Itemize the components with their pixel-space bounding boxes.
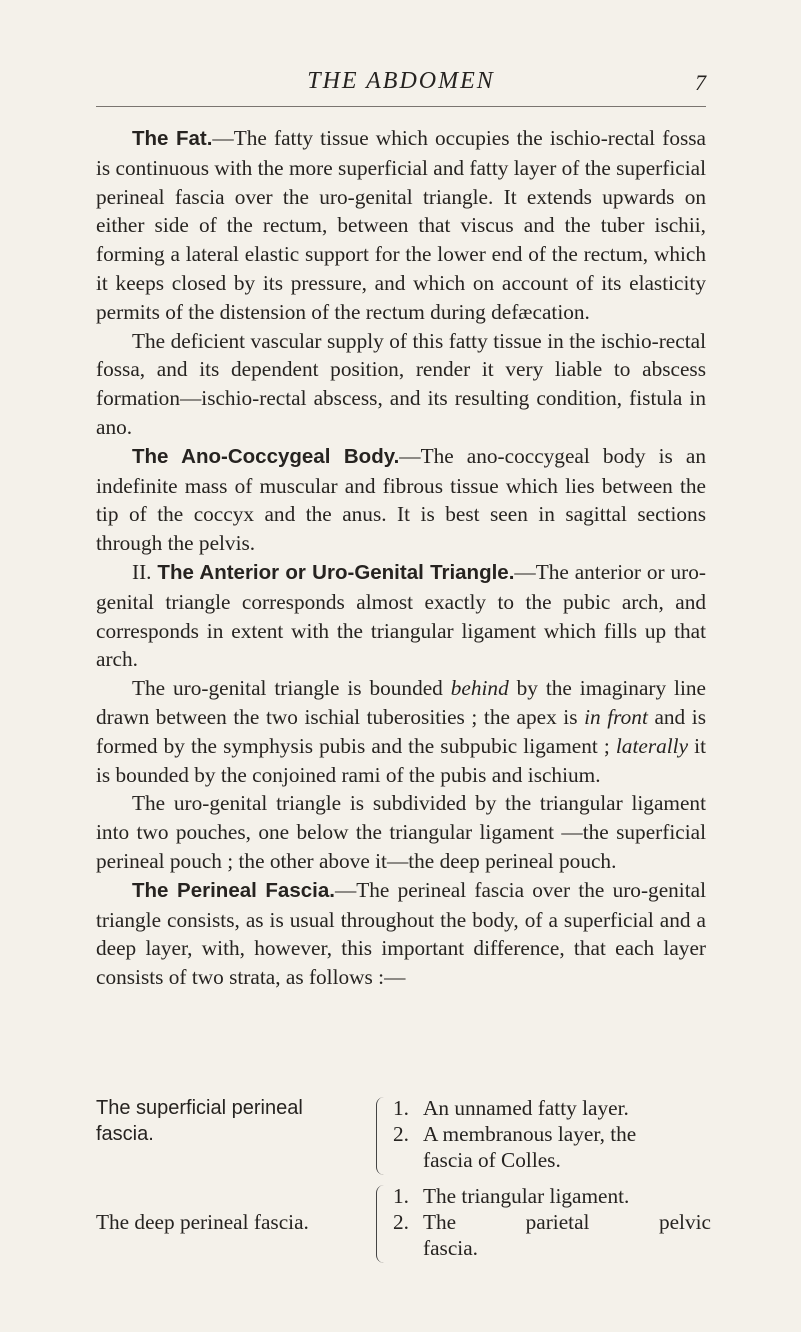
table-items [393,1095,711,1173]
heading-ano-coccygeal-body: The Ano-Coccygeal Body. [132,444,400,468]
item-number: 1. [393,1096,409,1120]
table-items [393,1183,711,1261]
text-run: and is formed by the symphysis pubis and the subpubic ligament ; [96,704,706,758]
heading-uro-genital-triangle: The Anterior or Uro-Genital Triangle. [157,560,515,584]
italic-term: behind [450,676,509,701]
text-run: The uro-genital triangle is bounded [132,676,451,701]
list-item [393,1095,711,1121]
paragraph-uro-genital-triangle [96,558,706,674]
paragraph-text: The uro-genital triangle is subdivided by the triangular ligament into two pouches, one below the triangular ligament —the superficial perineal pouch ; the other above it—the deep perineal pouch. [96,791,706,873]
paragraph-vascular-supply [96,327,706,442]
paragraph-text: —The fatty tissue which occupies the ischio-rectal fossa is continuous with the more superficial and fatty layer of the superficial perineal fascia over the uro-genital triangle. It extends upwards on either side of the rectum, between that viscus and the tuber ischii, forming a lateral elastic support for the lower end of the rectum, which it keeps closed by its pressure, and which on account of its elasticity permits of the distension of the rectum during defæcation. [96,126,706,324]
paragraph-ano-coccygeal [96,442,706,558]
item-number: 2. [393,1122,409,1146]
paragraph-text: —The perineal fascia over the uro-genital triangle consists, as is usual throughout the body, of a superficial and a deep layer, with, however, this important difference, that each layer consists of two strata, as follows :— [96,877,707,990]
running-header [96,66,706,107]
list-item [393,1209,711,1235]
brace [376,1097,389,1175]
text-run: it is bounded by the conjoined rami of the pubis and ischium. [96,733,706,787]
list-item [393,1121,711,1147]
paragraph-text: —The anterior or uro-genital triangle corresponds almost exactly to the pubic arch, and corresponds in extent with the triangular ligament which fills up that arch. [96,559,706,672]
table-label-line: The deep perineal fascia. [96,1210,309,1234]
running-title: THE ABDOMEN [307,68,495,94]
table-row-deep-fascia [96,1183,716,1267]
section-number: II. [132,559,158,584]
item-text: The parietal pelvic [423,1210,711,1234]
item-text: The triangular ligament. [423,1184,630,1208]
paragraph-text: The deficient vascular supply of this fatty tissue in the ischio-rectal fossa, and its dependent position, render it very liable to abscess formation—ischio-rectal abscess, and its resulting condition, fistula in ano. [96,328,706,439]
paragraph-subdivision [96,789,706,875]
text-run: by the imaginary line drawn between the two ischial tuberosities ; the apex is [96,676,706,729]
page-number: 7 [695,70,706,95]
table-label-line: fascia. [96,1123,154,1145]
table-label [96,1095,366,1147]
heading-fat: The Fat. [132,127,213,150]
paragraph-perineal-fascia [96,876,706,992]
list-item [393,1183,711,1209]
brace [376,1185,389,1263]
item-number: 1. [393,1184,409,1208]
italic-term: in front [584,704,648,729]
body-text [96,124,706,992]
paragraph-fat [96,124,706,327]
item-text: A membranous layer, the [423,1122,637,1146]
paragraph-boundaries [96,674,706,789]
item-text: An unnamed fatty layer. [423,1096,629,1120]
item-continuation: fascia. [423,1236,478,1260]
table-label-line: The superficial perineal [96,1097,303,1119]
heading-perineal-fascia: The Perineal Fascia. [132,878,335,902]
table-label [96,1209,366,1235]
italic-term: laterally [615,733,689,758]
table-row-superficial-fascia [96,1095,716,1179]
paragraph-text: —The ano-coccygeal body is an indefinite mass of muscular and fibrous tissue which lies between the tip of the coccyx and the anus. It is best seen in sagittal sections through the pelvis. [96,443,706,556]
item-number: 2. [393,1210,409,1234]
item-continuation: fascia of Colles. [423,1148,561,1172]
